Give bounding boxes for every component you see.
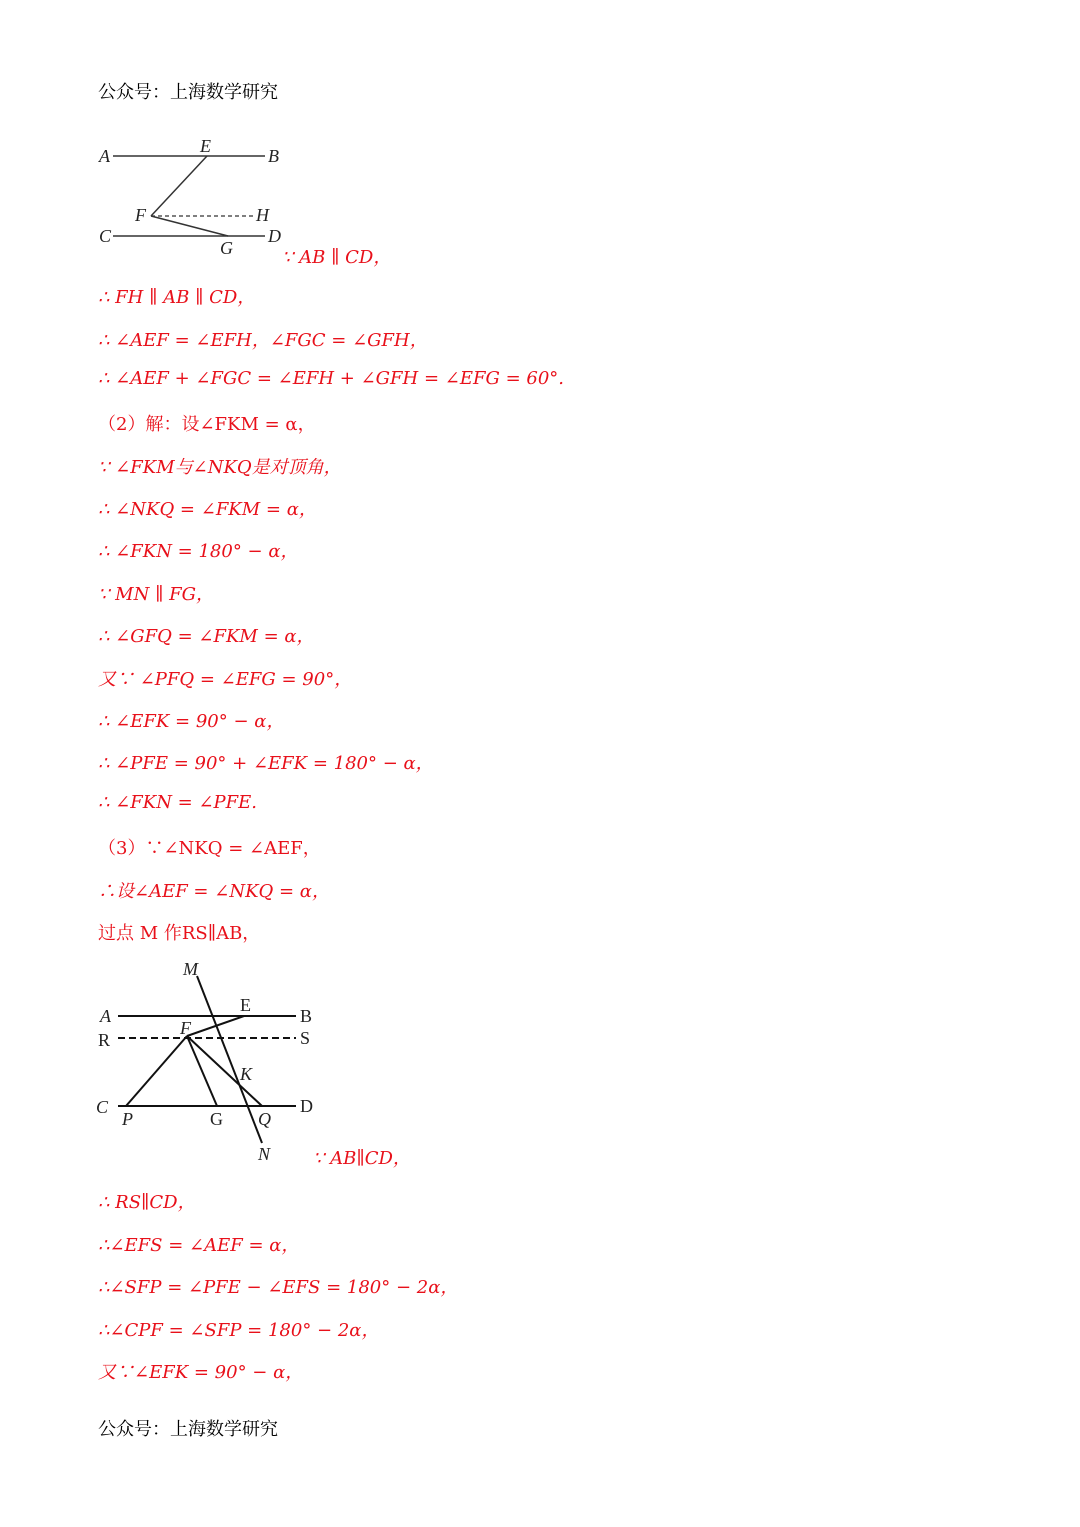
solution-line: ∴ ∠PFE = 90° + ∠EFK = 180° − α，	[98, 753, 434, 774]
solution-line: ∴ FH ∥ AB ∥ CD，	[98, 287, 256, 308]
fig1-label-f: F	[135, 205, 146, 225]
solution-line: ∴ ∠FKN = 180° − α，	[98, 541, 299, 562]
figure-1	[95, 138, 295, 258]
fig2-label-n: N	[258, 1144, 271, 1164]
solution-line: ∴设∠AEF = ∠NKQ = α，	[98, 881, 330, 902]
fig2-label-q: Q	[258, 1109, 271, 1129]
solution-line: ∴∠EFS = ∠AEF = α，	[98, 1235, 300, 1256]
fig2-label-d: D	[300, 1096, 313, 1116]
fig2-label-c: C	[96, 1097, 109, 1117]
solution-line: ∴ ∠AEF = ∠EFH，∠FGC = ∠GFH，	[98, 330, 428, 351]
fig2-label-m: M	[183, 959, 198, 979]
figure-2	[92, 958, 332, 1168]
solution-line: ∵ MN ∥ FG，	[98, 584, 214, 605]
fig1-label-e: E	[200, 136, 211, 156]
solution-line: 又∵ ∠PFQ = ∠EFG = 90°，	[98, 669, 353, 690]
solution-line: 过点 M 作RS∥AB，	[98, 923, 261, 944]
header-bottom: 公众号：上海数学研究	[98, 1419, 278, 1440]
fig1-label-a: A	[99, 146, 110, 166]
fig2-label-b: B	[300, 1006, 313, 1026]
fig2-label-f: F	[180, 1018, 191, 1038]
solution-line: ∵ ∠FKM与∠NKQ是对顶角，	[98, 457, 342, 478]
fig2-label-e: E	[240, 995, 251, 1015]
fig2-label-p: P	[122, 1109, 133, 1129]
solution-line: ∴ ∠EFK = 90° − α，	[98, 711, 285, 732]
solution-line: ∴ ∠AEF + ∠FGC = ∠EFH + ∠GFH = ∠EFG = 60°.	[98, 368, 565, 389]
figure2-caption: ∵ AB∥CD，	[313, 1148, 411, 1169]
fig1-label-c: C	[99, 226, 112, 246]
fig1-label-h: H	[256, 205, 269, 225]
solution-line: ∴ ∠NKQ = ∠FKM = α，	[98, 499, 317, 520]
fig1-label-b: B	[268, 146, 279, 166]
solution-line: 又∵∠EFK = 90° − α，	[98, 1362, 304, 1383]
fig1-label-d: D	[268, 226, 281, 246]
solution-line: ∴∠SFP = ∠PFE − ∠EFS = 180° − 2α，	[98, 1277, 459, 1298]
solution-line: ∴ ∠FKN = ∠PFE.	[98, 792, 258, 813]
solution-line: ∴ RS∥CD，	[98, 1192, 196, 1213]
fig2-label-s: S	[300, 1028, 311, 1048]
fig1-label-g: G	[220, 238, 233, 258]
fig2-label-k: K	[240, 1064, 253, 1084]
solution-line: （3）∵∠NKQ = ∠AEF，	[98, 838, 321, 859]
header-top: 公众号：上海数学研究	[98, 82, 278, 103]
figure1-caption: ∵ AB ∥ CD，	[282, 247, 392, 268]
solution-line: ∴∠CPF = ∠SFP = 180° − 2α，	[98, 1320, 380, 1341]
fig2-label-g: G	[210, 1109, 223, 1129]
solution-line: （2）解：设∠FKM = α，	[98, 414, 316, 435]
fig2-label-a: A	[100, 1006, 111, 1026]
solution-line: ∴ ∠GFQ = ∠FKM = α，	[98, 626, 315, 647]
fig2-label-r: R	[98, 1030, 111, 1050]
